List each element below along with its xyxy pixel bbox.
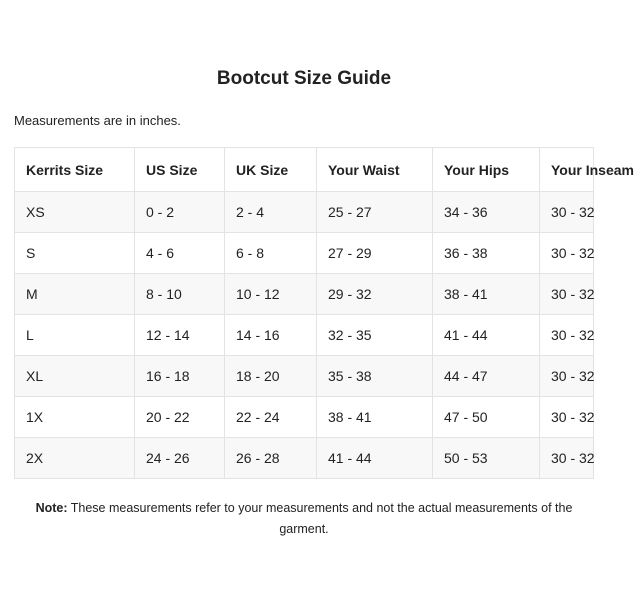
table-cell: 30 - 32 [540,274,594,315]
table-cell: 25 - 27 [317,192,433,233]
table-cell: XS [15,192,135,233]
table-cell: 6 - 8 [225,233,317,274]
table-row [15,192,594,233]
table-cell: 14 - 16 [225,315,317,356]
table-cell: 41 - 44 [317,438,433,479]
table-cell: 41 - 44 [433,315,540,356]
size-guide-table [14,147,634,479]
table-row [15,233,594,274]
table-cell: 18 - 20 [225,356,317,397]
table-cell: 36 - 38 [433,233,540,274]
table-cell: 27 - 29 [317,233,433,274]
column-header: US Size [135,148,225,192]
table-cell: 30 - 32 [540,315,594,356]
table-cell: 44 - 47 [433,356,540,397]
table-cell: 1X [15,397,135,438]
page-title: Bootcut Size Guide [216,68,392,89]
table-cell: 35 - 38 [317,356,433,397]
table-row [15,356,594,397]
table-cell: 16 - 18 [135,356,225,397]
table-cell: 38 - 41 [433,274,540,315]
note-label: Note: [35,501,68,515]
table-cell: 30 - 32 [540,397,594,438]
table-row [15,438,594,479]
table-cell: 4 - 6 [135,233,225,274]
table-cell: 24 - 26 [135,438,225,479]
table-row [15,274,594,315]
table-cell: 30 - 32 [540,356,594,397]
column-header: Kerrits Size [15,148,135,192]
column-header: Your Waist [317,148,433,192]
note-text [30,498,578,540]
table-cell: 2 - 4 [225,192,317,233]
table-cell: 2X [15,438,135,479]
table-cell: 22 - 24 [225,397,317,438]
table-row [15,315,594,356]
table-cell: 38 - 41 [317,397,433,438]
table-cell: 30 - 32 [540,192,594,233]
column-header: UK Size [225,148,317,192]
table-cell: 32 - 35 [317,315,433,356]
table-cell: 8 - 10 [135,274,225,315]
table-cell: 0 - 2 [135,192,225,233]
table-cell: 50 - 53 [433,438,540,479]
table-cell: 30 - 32 [540,233,594,274]
table-header-row [15,148,594,192]
table-cell: 47 - 50 [433,397,540,438]
table-cell: S [15,233,135,274]
table-cell: 30 - 32 [540,438,594,479]
table-cell: M [15,274,135,315]
note-body: These measurements refer to your measurements and not the actual measurements of the garment. [70,501,573,536]
table-cell: 34 - 36 [433,192,540,233]
table-cell: 26 - 28 [225,438,317,479]
table-cell: 12 - 14 [135,315,225,356]
table-cell: 10 - 12 [225,274,317,315]
measurement-units-text: Measurements are in inches. [14,113,181,128]
table-row [15,397,594,438]
table-cell: L [15,315,135,356]
table-cell: 29 - 32 [317,274,433,315]
column-header: Your Inseam [540,148,594,192]
table-body [15,192,594,479]
table-cell: 20 - 22 [135,397,225,438]
table-cell: XL [15,356,135,397]
column-header: Your Hips [433,148,540,192]
